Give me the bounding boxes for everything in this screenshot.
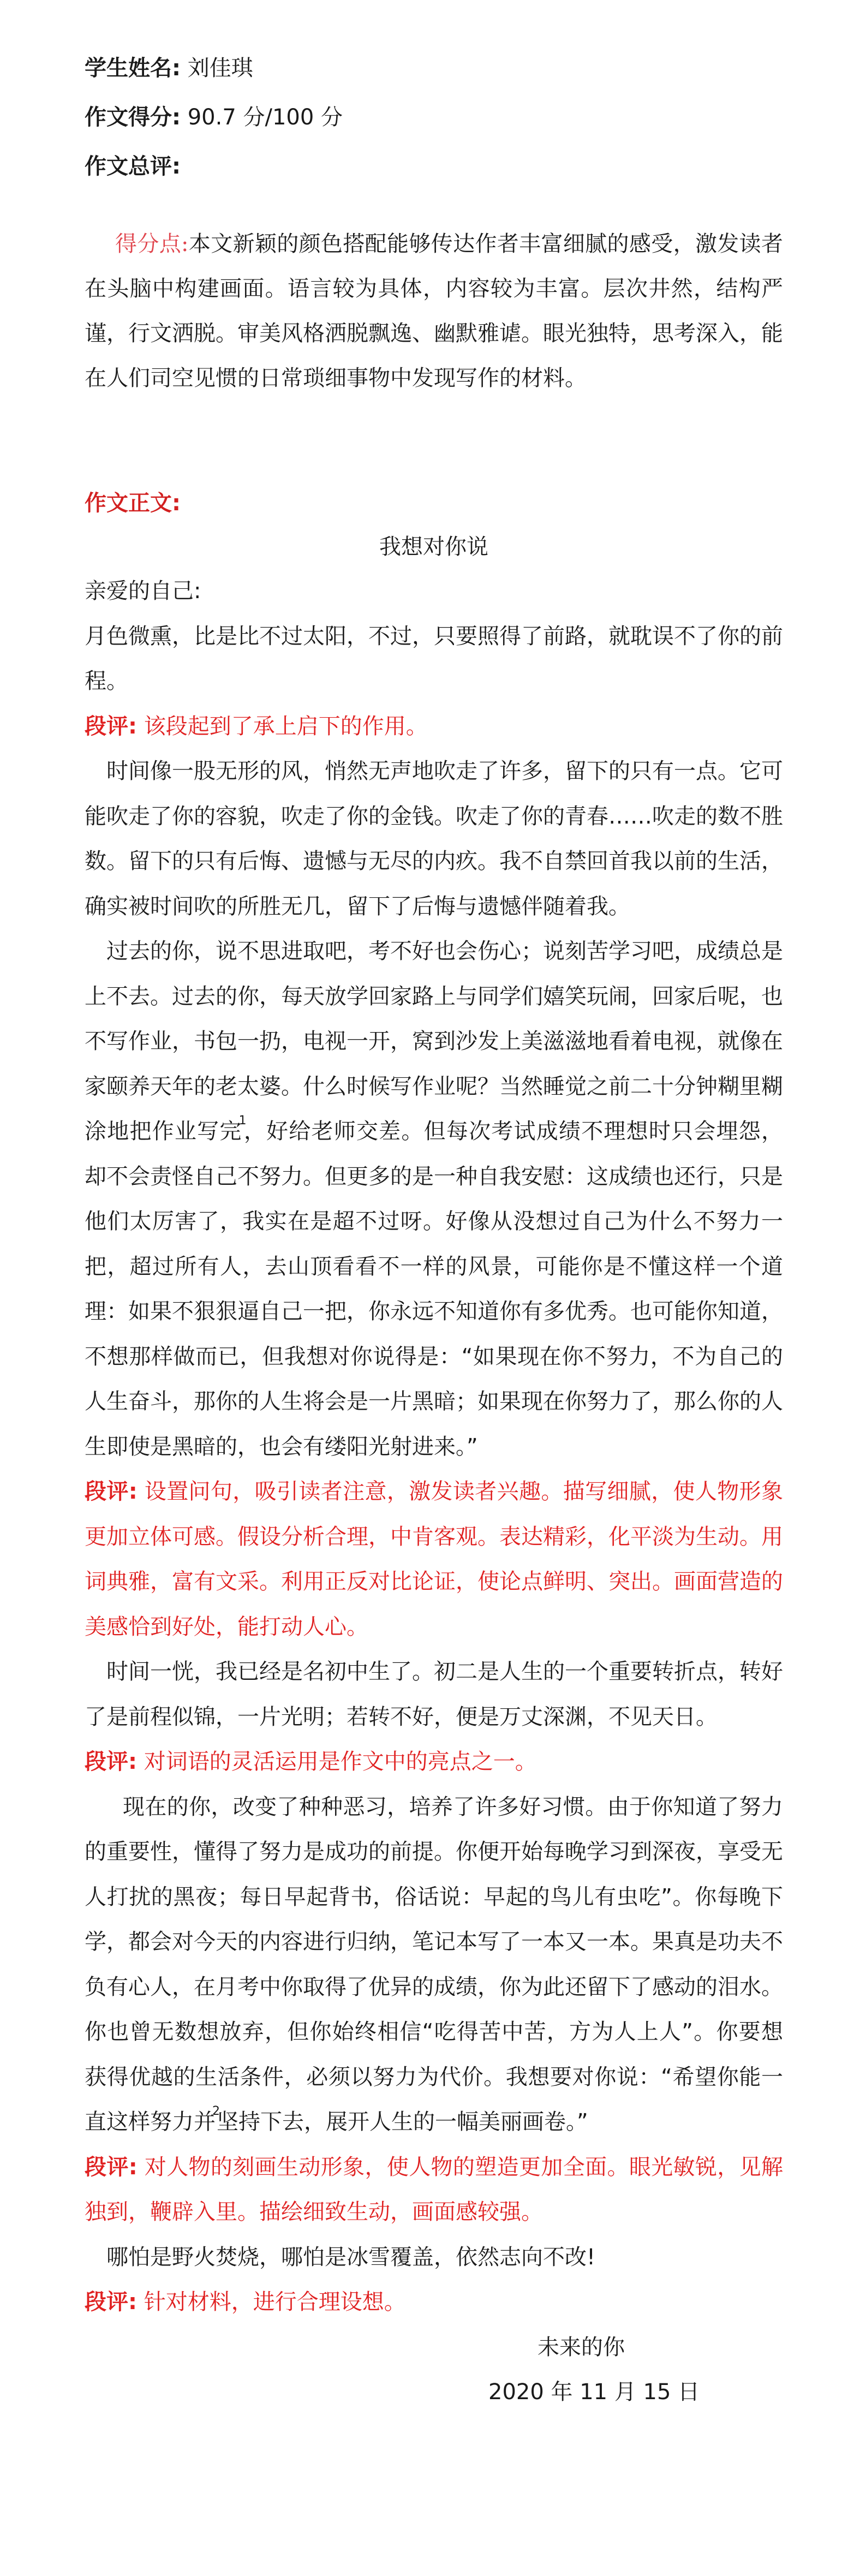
essay-salutation: 亲爱的自己: <box>85 579 201 604</box>
student-name-value: 刘佳琪 <box>187 56 253 81</box>
comment-label: 段评: <box>85 1749 137 1774</box>
comment-label: 段评: <box>85 1479 138 1504</box>
essay-score-value: 90.7 分/100 分 <box>187 105 343 130</box>
essay-score-line <box>85 93 783 142</box>
document-page <box>85 44 783 2414</box>
paragraph-5-part-2: 坚持下去，展开人生的一幅美丽画卷。” <box>217 2109 588 2134</box>
comment-label: 段评: <box>85 713 137 739</box>
comment-text: 该段起到了承上启下的作用。 <box>144 713 428 739</box>
overall-review-label: 作文总评: <box>85 154 181 179</box>
paragraph-comment-4 <box>85 1739 783 1785</box>
paragraph-5-part-1: 现在的你，改变了种种恶习，培养了许多好习惯。由于你知道了努力的重要性，懂得了努力是成功的前提。你便开始每晚学习到深夜，享受无人打扰的黑夜；每日早起背书，俗话说：早起的鸟儿有虫吃”。你每晚下学，都会对今天的内容进行归纳，笔记本写了一本又一本。果真是功夫不负有心人，在月考中你取得了优异的成绩，你为此还留下了感动的泪水。你也曾无数想放弃，但你始终相信“吃得苦中苦，方为人上人”。你要想获得优越的生活条件，必须以努力为代价。我想要对你说：“希望你能一直这样努力并 <box>85 1794 783 2134</box>
essay-paragraph-1: 月色微熏，比是比不过太阳，不过，只要照得了前路，就耽误不了你的前程。 <box>85 623 783 694</box>
essay-paragraph-3 <box>85 929 783 1469</box>
paragraph-comment-3 <box>85 1469 783 1649</box>
scoring-points-label: 得分点: <box>115 231 189 257</box>
essay-paragraph-6: 哪怕是野火焚烧，哪怕是冰雪覆盖，依然志向不改! <box>106 2244 596 2270</box>
student-name-label: 学生姓名: <box>85 56 181 81</box>
essay-paragraph-4: 时间一恍，我已经是名初中生了。初二是人生的一个重要转折点，转好了是前程似锦，一片光明；若转不好，便是万丈深渊，不见天日。 <box>85 1659 783 1730</box>
comment-text: 针对材料，进行合理设想。 <box>144 2289 406 2315</box>
paragraph-3-part-1: 过去的你，说不思进取吧，考不好也会伤心；说刻苦学习吧，成绩总是上不去。过去的你，每天放学回家路上与同学们嬉笑玩闹，回家后呢，也不写作业，书包一扔，电视一开，窝到沙发上美滋滋地看着电视，就像在家颐养天年的老太婆。什么时候写作业呢？当然睡觉之前二十分钟糊里糊涂地把作业写完 <box>85 939 783 1144</box>
scoring-points-text: 本文新颖的颜色搭配能够传达作者丰富细腻的感受，激发读者在头脑中构建画面。语言较为具体，内容较为丰富。层次井然，结构严谨，行文洒脱。审美风格洒脱飘逸、幽默雅谑。眼光独特，思考深入，能在人们司空见惯的日常琐细事物中发现写作的材料。 <box>85 231 783 391</box>
paragraph-comment-1 <box>85 704 783 749</box>
student-name-line <box>85 44 783 93</box>
overall-review-line <box>85 142 783 191</box>
essay-score-label: 作文得分: <box>85 105 181 130</box>
comment-text: 对词语的灵活运用是作文中的亮点之一。 <box>144 1749 537 1774</box>
comment-label: 段评: <box>85 2154 138 2180</box>
comment-text: 设置问句，吸引读者注意，激发读者兴趣。描写细腻，使人物形象更加立体可感。假设分析合理，中肯客观。表达精彩，化平淡为生动。用词典雅，富有文采。利用正反对比论证，使论点鲜明、突出。画面营造的美感恰到好处，能打动人心。 <box>85 1479 784 1639</box>
footnote-marker-2: 2 <box>212 2104 220 2118</box>
essay-title: 我想对你说 <box>379 534 488 559</box>
overall-review-summary <box>85 222 783 401</box>
essay-paragraph-2: 时间像一股无形的风，悄然无声地吹走了许多，留下的只有一点。它可能吹走了你的容貌，吹走了你的金钱。吹走了你的青春……吹走的数不胜数。留下的只有后悔、遗憾与无尽的内疚。我不自禁回首我以前的生活，确实被时间吹的所胜无几，留下了后悔与遗憾伴随着我。 <box>85 759 783 919</box>
paragraph-comment-5 <box>85 2145 783 2235</box>
footnote-marker-1: 1 <box>238 1114 247 1128</box>
essay-paragraph-5 <box>85 1785 783 2145</box>
essay-body-heading: 作文正文: <box>85 491 181 516</box>
paragraph-comment-6 <box>85 2280 783 2325</box>
signature-name: 未来的你 <box>537 2334 625 2360</box>
paragraph-3-part-2: ，好给老师交差。但每次考试成绩不理想时只会埋怨，却不会责怪自己不努力。但更多的是一种自我安慰：这成绩也还行，只是他们太厉害了，我实在是超不过呀。好像从没想过自己为什么不努力一把，超过所有人，去山顶看看不一样的风景，可能你是不懂这样一个道理：如果不狠狠逼自己一把，你永远不知道你有多优秀。也可能你知道，不想那样做而已，但我想对你说得是：“如果现在你不努力，不为自己的人生奋斗，那你的人生将会是一片黑暗；如果现在你努力了，那么你的人生即使是黑暗的，也会有缕阳光射进来。” <box>85 1119 784 1459</box>
comment-label: 段评: <box>85 2289 137 2315</box>
signature-date: 2020 年 11 月 15 日 <box>488 2379 700 2405</box>
comment-text: 对人物的刻画生动形象，使人物的塑造更加全面。眼光敏锐，见解独到，鞭辟入里。描绘细致生动，画面感较强。 <box>85 2154 784 2225</box>
